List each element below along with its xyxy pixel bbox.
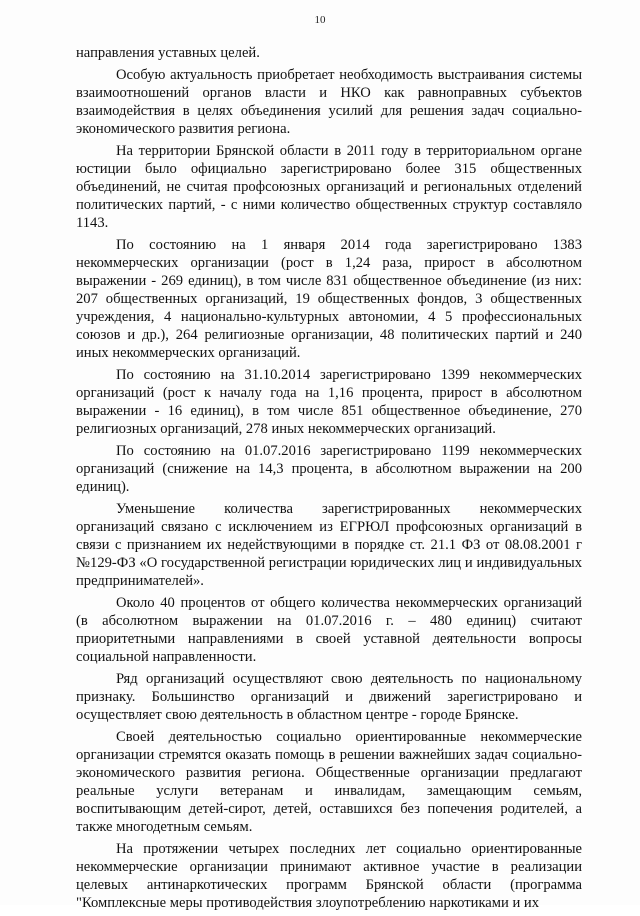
- paragraph: Около 40 процентов от общего количества некоммерческих организаций (в абсолютном выражении на 01.07.2016 г. – 480 единиц) считают приоритетными направлениями в своей уставной деятельности вопросы социальной направленности.: [76, 595, 582, 665]
- paragraph: По состоянию на 1 января 2014 года зарегистрировано 1383 некоммерческих организации (рост в 1,24 раза, прирост в абсолютном выражении - 269 единиц), в том числе 831 общественное объединение (из них: 207 общественных организаций, 19 общественных фондов, 3 общественных учреждения, 4 национально-культурных автономии, 4 5 профессиональных союзов и др.), 264 религиозные организации, 48 политических партий и 240 иных некоммерческих организаций.: [76, 237, 582, 361]
- paragraph: По состоянию на 31.10.2014 зарегистрировано 1399 некоммерческих организаций (рост к началу года на 1,16 процента, прирост в абсолютном выражении - 16 единиц), в том числе 851 общественное объединение, 270 религиозных организаций, 278 иных некоммерческих организаций.: [76, 367, 582, 437]
- paragraph: Своей деятельностью социально ориентированные некоммерческие организации стремятся оказать помощь в решении важнейших задач социально-экономического развития региона. Общественные организации предлагают реальные услуги ветеранам и инвалидам, замещающим семьям, воспитывающим детей-сирот, детей, оставшихся без попечения родителей, а также многодетным семьям.: [76, 729, 582, 835]
- paragraph: Ряд организаций осуществляют свою деятельность по национальному признаку. Большинство организаций и движений зарегистрировано и осуществляет свою деятельность в областном центре - городе Брянске.: [76, 671, 582, 723]
- document-body: [76, 44, 582, 916]
- paragraph: Особую актуальность приобретает необходимость выстраивания системы взаимоотношений органов власти и НКО как равноправных субъектов взаимодействия в целях объединения усилий для решения задач социально-экономического развития региона.: [76, 67, 582, 137]
- paragraph: На территории Брянской области в 2011 году в территориальном органе юстиции было официально зарегистрировано более 315 общественных объединений, не считая профсоюзных организаций и региональных отделений политических партий, - с ними количество общественных структур составляло 1143.: [76, 143, 582, 231]
- paragraph-continuation: направления уставных целей.: [76, 45, 260, 61]
- paragraph: Уменьшение количества зарегистрированных некоммерческих организаций связано с исключением из ЕГРЮЛ профсоюзных организаций в связи с признанием их недействующими в порядке ст. 21.1 ФЗ от 08.08.2001 г №129-ФЗ «О государственной регистрации юридических лиц и индивидуальных предпринимателей».: [76, 501, 582, 589]
- paragraph: По состоянию на 01.07.2016 зарегистрировано 1199 некоммерческих организаций (снижение на 14,3 процента, в абсолютном выражении на 200 единиц).: [76, 443, 582, 495]
- page-number: 10: [314, 14, 326, 26]
- paragraph: На протяжении четырех последних лет социально ориентированные некоммерческие организации принимают активное участие в реализации целевых антинаркотических программ Брянской области (программа "Комплексные меры противодействия злоупотреблению наркотиками и их: [76, 841, 582, 911]
